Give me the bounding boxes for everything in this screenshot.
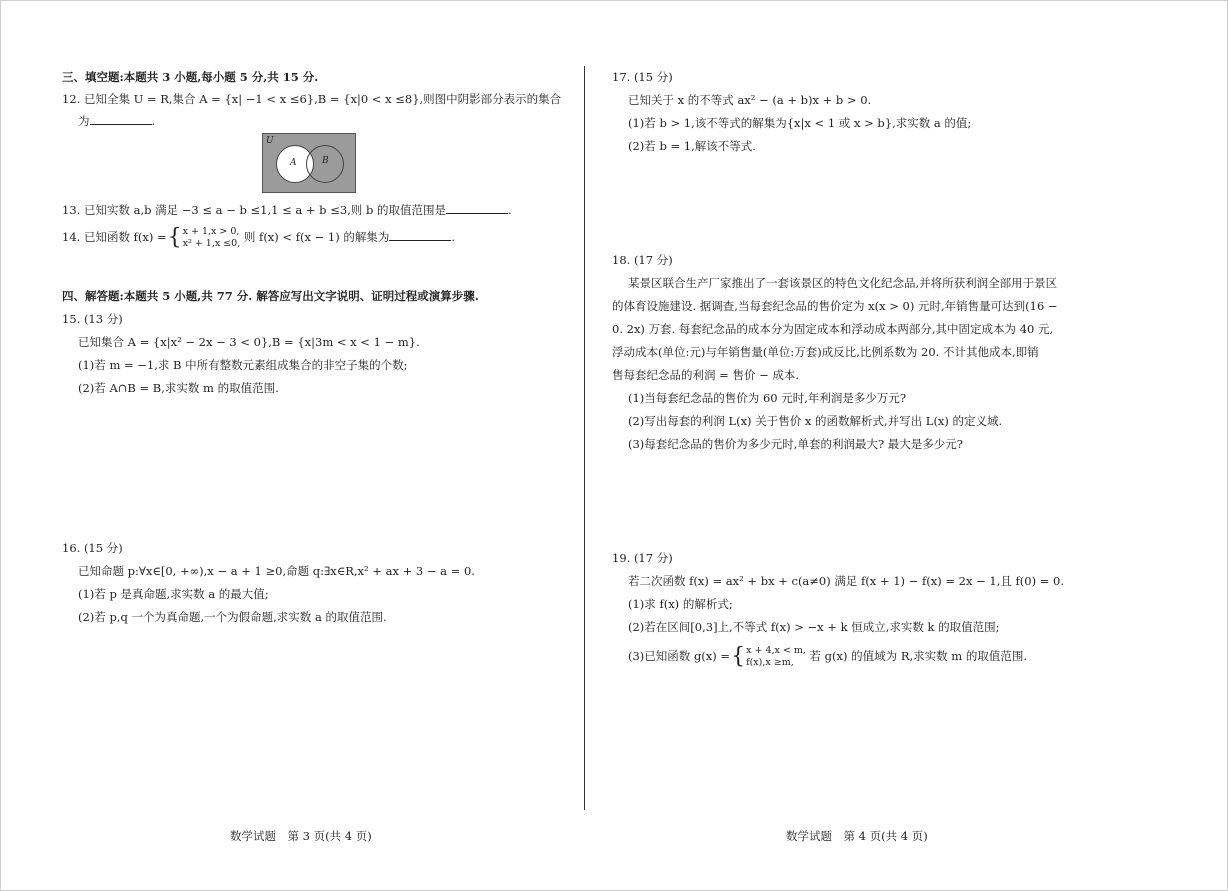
- question-17-head: 17. (15 分): [612, 70, 673, 84]
- question-19-head: 19. (17 分): [612, 551, 673, 565]
- piece-1: x + 1,x > 0,: [182, 226, 240, 237]
- question-13-text: 13. 已知实数 a,b 满足 −3 ≤ a − b ≤1,1 ≤ a + b ≤3,则 b 的取值范围是: [62, 203, 446, 217]
- question-17-stem: 已知关于 x 的不等式 ax² − (a + b)x + b > 0.: [628, 93, 872, 107]
- question-18-head: 18. (17 分): [612, 253, 673, 267]
- question-17-part2: (2)若 b = 1,解该不等式.: [628, 139, 756, 153]
- question-18-line3: 0. 2x) 万套. 每套纪念品的成本分为固定成本和浮动成本两部分,其中固定成本为 40 元,: [612, 322, 1054, 336]
- question-13-end: .: [507, 203, 512, 217]
- question-18-part1: (1)当每套纪念品的售价为 60 元时,年利润是多少万元?: [628, 391, 907, 405]
- question-19-part3-rest: 若 g(x) 的值域为 R,求实数 m 的取值范围.: [809, 649, 1028, 663]
- answer-blank-13[interactable]: [446, 201, 508, 214]
- venn-label-b: B: [322, 156, 329, 166]
- venn-diagram: [262, 133, 356, 193]
- question-19-part2: (2)若在区间[0,3]上,不等式 f(x) > −x + k 恒成立,求实数 k 的取值范围;: [628, 620, 1000, 634]
- question-14-end: .: [451, 230, 456, 244]
- question-16-part1: (1)若 p 是真命题,求实数 a 的最大值;: [78, 587, 269, 601]
- piece-2: f(x),x ≥m,: [746, 657, 794, 668]
- question-18-line2: 的体育设施建设. 据调查,当每套纪念品的售价定为 x(x > 0) 元时,年销售量可达到(16 −: [612, 299, 1058, 313]
- question-18-line5: 售每套纪念品的利润 = 售价 − 成本.: [612, 368, 800, 382]
- piece-2: x² + 1,x ≤0,: [182, 238, 241, 249]
- question-19-part3: [628, 645, 1027, 669]
- venn-label-a: A: [290, 158, 297, 168]
- question-12-line1: 12. 已知全集 U = R,集合 A = {x| −1 < x ≤6},B = {x|0 < x ≤8},则图中阴影部分表示的集合: [62, 92, 562, 106]
- question-15-head: 15. (13 分): [62, 312, 123, 326]
- piece-1: x + 4,x < m,: [746, 645, 806, 656]
- answer-blank-12[interactable]: [90, 112, 152, 125]
- question-12-end: .: [151, 114, 156, 128]
- piecewise-block: [183, 226, 241, 250]
- question-13: [62, 201, 512, 218]
- section-4-title: 四、解答题:本题共 5 小题,共 77 分. 解答应写出文字说明、证明过程或演算步骤.: [62, 289, 479, 303]
- question-16-part2: (2)若 p,q 一个为真命题,一个为假命题,求实数 a 的取值范围.: [78, 610, 387, 624]
- question-18-line1: 某景区联合生产厂家推出了一套该景区的特色文化纪念品,并将所获利润全部用于景区: [628, 276, 1058, 290]
- question-16-stem: 已知命题 p:∀x∈[0, +∞),x − a + 1 ≥0,命题 q:∃x∈R,x² + ax + 3 − a = 0.: [78, 564, 475, 578]
- question-15-part2: (2)若 A∩B = B,求实数 m 的取值范围.: [78, 381, 279, 395]
- page-footer-left: 数学试题 第 3 页(共 4 页): [230, 829, 372, 843]
- brace-icon: {: [167, 225, 182, 250]
- question-19-part3-start: (3)已知函数 g(x) =: [628, 649, 731, 663]
- question-18-part2: (2)写出每套的利润 L(x) 关于售价 x 的函数解析式,并写出 L(x) 的定义域.: [628, 414, 1003, 428]
- question-15-part1: (1)若 m = −1,求 B 中所有整数元素组成集合的非空子集的个数;: [78, 358, 408, 372]
- left-page: [62, 0, 562, 891]
- question-12-line2: [78, 112, 155, 129]
- question-12-prefix: 为: [78, 114, 90, 128]
- question-14-start: 14. 已知函数 f(x) =: [62, 230, 167, 244]
- brace-icon: {: [731, 644, 746, 669]
- piecewise-block: [746, 645, 806, 669]
- page-footer-right: 数学试题 第 4 页(共 4 页): [786, 829, 928, 843]
- question-19-part1: (1)求 f(x) 的解析式;: [628, 597, 733, 611]
- question-16-head: 16. (15 分): [62, 541, 123, 555]
- answer-blank-14[interactable]: [389, 228, 451, 241]
- question-17-part1: (1)若 b > 1,该不等式的解集为{x|x < 1 或 x > b},求实数 a 的值;: [628, 116, 972, 130]
- question-18-line4: 浮动成本(单位:元)与年销售量(单位:万套)成反比,比例系数为 20. 不计其他成本,即销: [612, 345, 1039, 359]
- question-15-stem: 已知集合 A = {x|x² − 2x − 3 < 0},B = {x|3m < x < 1 − m}.: [78, 335, 420, 349]
- column-divider: [584, 66, 585, 810]
- question-14: [62, 226, 455, 250]
- right-page: [612, 0, 1117, 891]
- section-3-title: 三、填空题:本题共 3 小题,每小题 5 分,共 15 分.: [62, 70, 319, 84]
- venn-label-u: U: [266, 136, 274, 146]
- question-14-rest: 则 f(x) < f(x − 1) 的解集为: [243, 230, 390, 244]
- question-19-stem: 若二次函数 f(x) = ax² + bx + c(a≠0) 满足 f(x + 1) − f(x) = 2x − 1,且 f(0) = 0.: [628, 574, 1064, 588]
- question-18-part3: (3)每套纪念品的售价为多少元时,单套的利润最大? 最大是多少元?: [628, 437, 963, 451]
